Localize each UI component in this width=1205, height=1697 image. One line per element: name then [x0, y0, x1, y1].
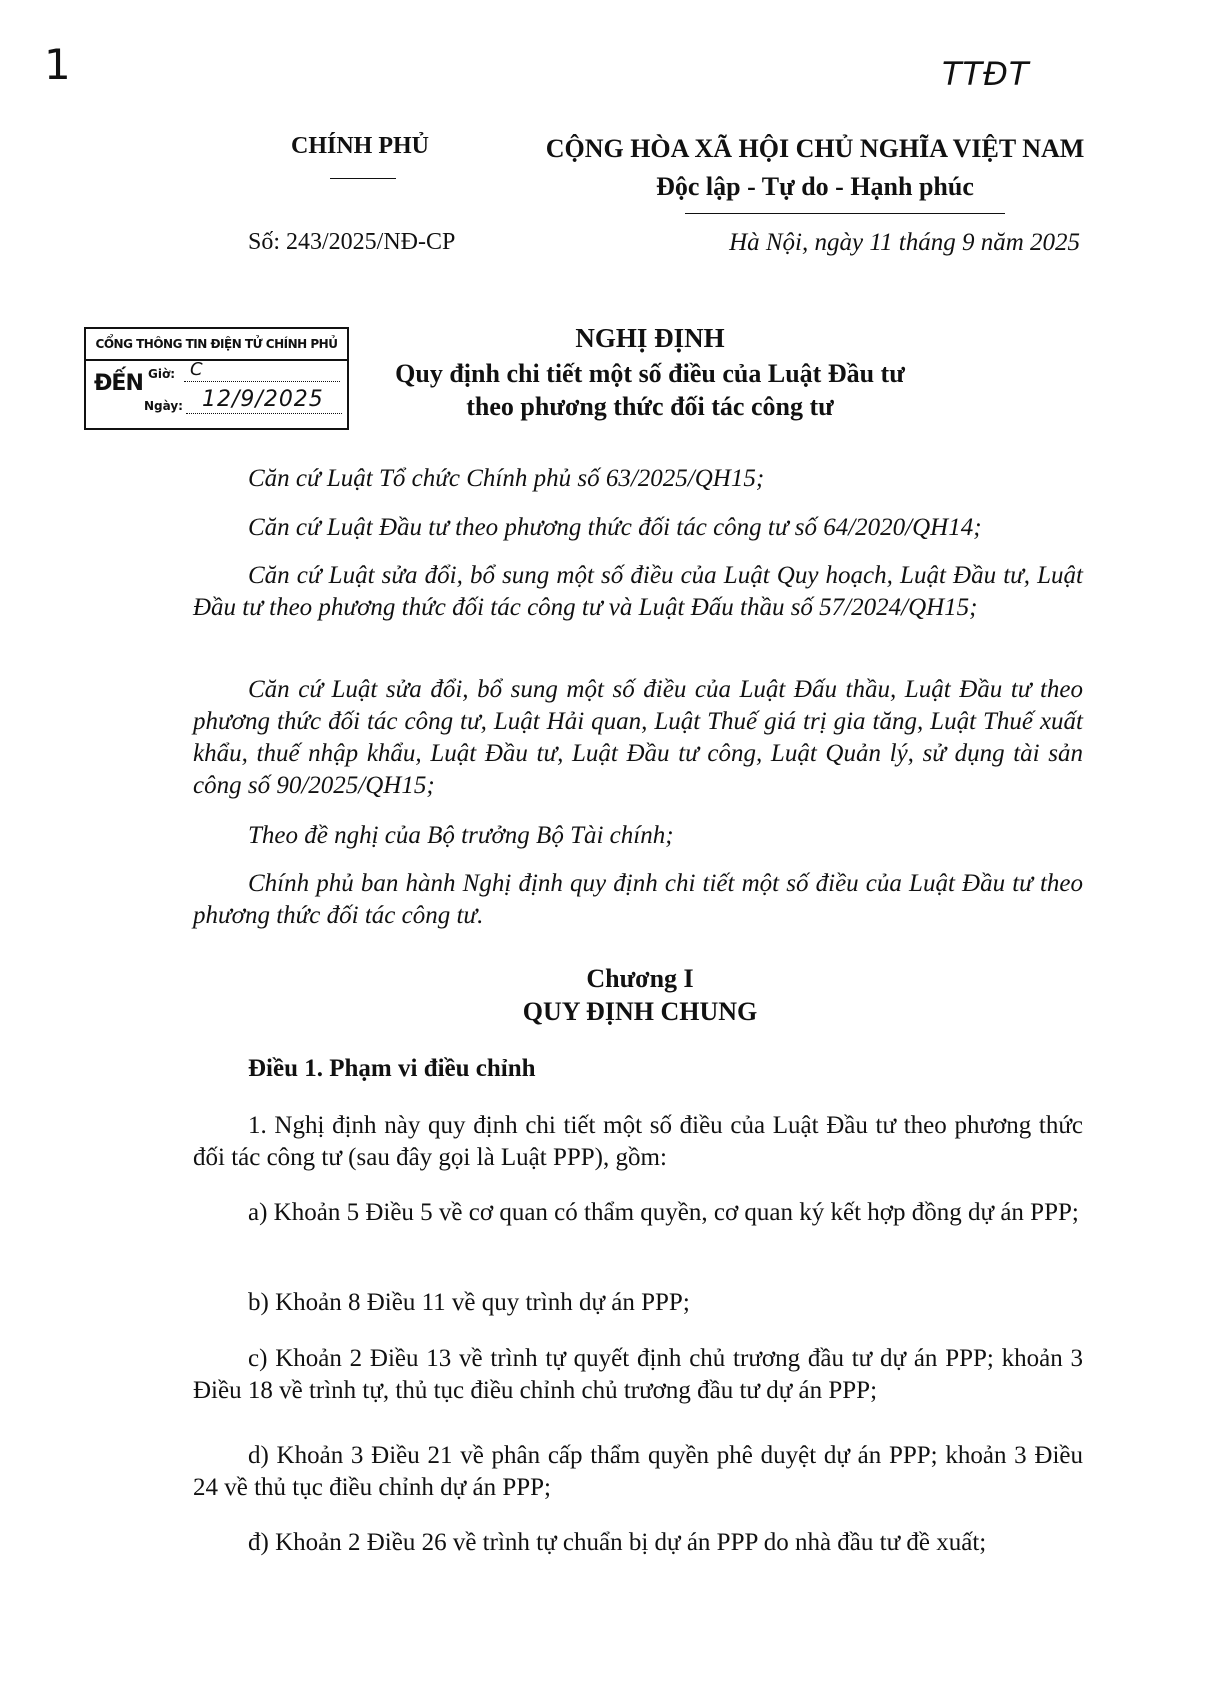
- clause-1b: b) Khoản 8 Điều 11 về quy trình dự án PPP;: [248, 1289, 690, 1316]
- preamble-basis-3: Căn cứ Luật sửa đổi, bổ sung một số điều của Luật Quy hoạch, Luật Đầu tư, Luật Đầu tư theo phương thức đối tác công tư và Luật Đấu thầu số 57/2024/QH15;: [193, 562, 1083, 621]
- chapter-name: QUY ĐỊNH CHUNG: [522, 997, 758, 1026]
- place-and-date: Hà Nội, ngày 11 tháng 9 năm 2025: [729, 229, 1080, 256]
- handwritten-corner-note: TTĐT: [942, 55, 1030, 93]
- stamp-time-value: C: [190, 359, 203, 380]
- country-name: CỘNG HÒA XÃ HỘI CHỦ NGHĨA VIỆT NAM: [545, 134, 1085, 163]
- preamble-proposal: Theo đề nghị của Bộ trưởng Bộ Tài chính;: [248, 822, 674, 849]
- clause-1d: d) Khoản 3 Điều 21 về phân cấp thẩm quyền phê duyệt dự án PPP; khoản 3 Điều 24 về thủ tục điều chỉnh dự án PPP;: [193, 1442, 1083, 1501]
- stamp-date-line: [186, 413, 342, 414]
- issuer-name: CHÍNH PHỦ: [291, 133, 429, 159]
- stamp-time-line: [184, 381, 340, 382]
- decree-type: NGHỊ ĐỊNH: [575, 323, 725, 353]
- preamble-promulgation: Chính phủ ban hành Nghị định quy định chi tiết một số điều của Luật Đầu tư theo phương thức đối tác công tư.: [193, 870, 1083, 929]
- article-title: Điều 1. Phạm vi điều chỉnh: [248, 1055, 536, 1082]
- motto-underline: [685, 213, 1005, 214]
- decree-subject-line-1: Quy định chi tiết một số điều của Luật Đầu tư: [395, 359, 905, 388]
- stamp-title: CỔNG THÔNG TIN ĐIỆN TỬ CHÍNH PHỦ: [86, 329, 347, 361]
- handwritten-margin-mark: 1: [44, 40, 71, 89]
- stamp-time-label: Giờ:: [148, 367, 176, 381]
- receipt-stamp: [84, 327, 349, 430]
- stamp-date-value: 12/9/2025: [202, 387, 324, 412]
- clause-1: 1. Nghị định này quy định chi tiết một số điều của Luật Đầu tư theo phương thức đối tác công tư (sau đây gọi là Luật PPP), gồm:: [193, 1112, 1083, 1171]
- national-motto: Độc lập - Tự do - Hạnh phúc: [656, 172, 974, 201]
- document-number: Số: 243/2025/NĐ-CP: [248, 229, 456, 255]
- preamble-basis-4: Căn cứ Luật sửa đổi, bổ sung một số điều của Luật Đấu thầu, Luật Đầu tư theo phương thức đối tác công tư, Luật Hải quan, Luật Thuế giá trị gia tăng, Luật Thuế xuất khẩu, thuế nhập khẩu, Luật Đầu tư, Luật Đầu tư công, Luật Quản lý, sử dụng tài sản công số 90/2025/QH15;: [193, 676, 1083, 799]
- preamble-basis-1: Căn cứ Luật Tổ chức Chính phủ số 63/2025/QH15;: [248, 465, 765, 492]
- decree-subject-line-2: theo phương thức đối tác công tư: [466, 392, 834, 421]
- issuer-underline: [330, 178, 396, 179]
- preamble-basis-2: Căn cứ Luật Đầu tư theo phương thức đối tác công tư số 64/2020/QH14;: [248, 514, 982, 541]
- clause-1dd: đ) Khoản 2 Điều 26 về trình tự chuẩn bị dự án PPP do nhà đầu tư đề xuất;: [248, 1529, 987, 1556]
- stamp-date-label: Ngày:: [144, 399, 183, 413]
- national-header: [520, 130, 1110, 206]
- stamp-den-label: ĐẾN: [94, 371, 143, 396]
- clause-1c: c) Khoản 2 Điều 13 về trình tự quyết định chủ trương đầu tư dự án PPP; khoản 3 Điều 18 về trình tự, thủ tục điều chỉnh chủ trương đầu tư dự án PPP;: [193, 1345, 1083, 1404]
- clause-1a: a) Khoản 5 Điều 5 về cơ quan có thẩm quyền, cơ quan ký kết hợp đồng dự án PPP;: [248, 1199, 1079, 1226]
- chapter-number: Chương I: [586, 964, 694, 993]
- decree-subject: [340, 357, 960, 423]
